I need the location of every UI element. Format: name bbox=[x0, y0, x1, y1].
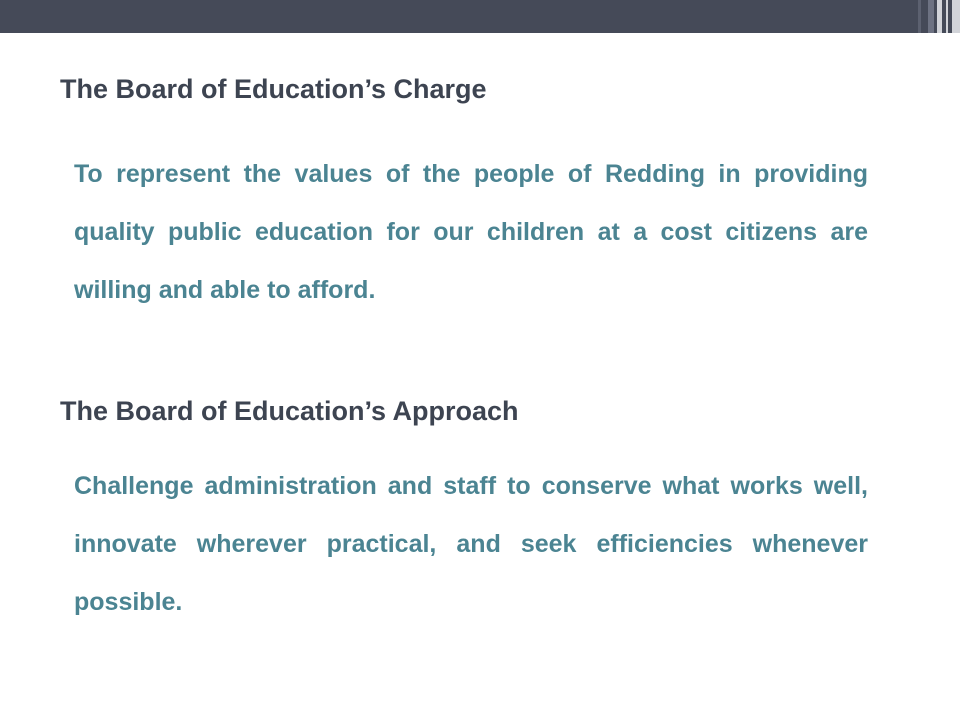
charge-statement: To represent the values of the people of Redding in providing quality public education for our children at a cost citizens are willing and able to afford. bbox=[74, 160, 868, 304]
title-bar bbox=[0, 0, 960, 33]
charge-heading: The Board of Education’s Charge bbox=[60, 74, 487, 104]
approach-statement: Challenge administration and staff to conserve what works well, innovate wherever practical, and seek efficiencies whenever possible. bbox=[74, 472, 868, 616]
title-bar-stripe bbox=[928, 0, 934, 33]
title-bar-stripe bbox=[952, 0, 960, 33]
title-bar-stripe bbox=[918, 0, 921, 33]
title-bar-stripe bbox=[946, 0, 948, 33]
title-bar-stripe bbox=[937, 0, 942, 33]
approach-heading: The Board of Education’s Approach bbox=[60, 396, 519, 426]
